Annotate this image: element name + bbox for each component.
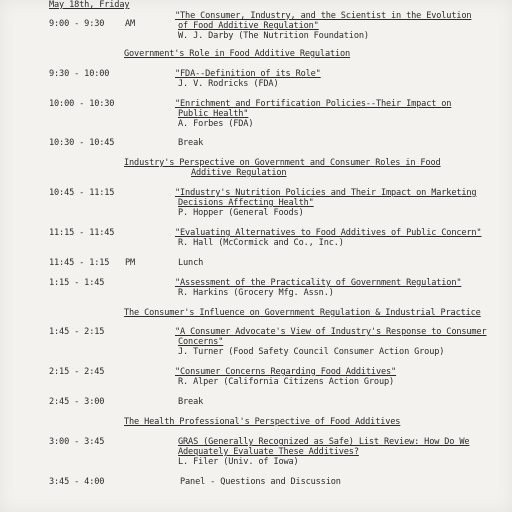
session-title: Break (178, 397, 204, 407)
section-heading: Industry's Perspective on Government and Consumer Roles in Food (124, 158, 441, 168)
section-heading: The Health Professional's Perspective of Food Additives (124, 417, 401, 427)
session-am-pm: PM (125, 258, 136, 268)
section-heading-cont: Additive Regulation (191, 168, 287, 178)
session-title: "Assessment of the Practicality of Government Regulation" (175, 278, 462, 288)
section-heading: Government's Role in Food Additive Regulation (124, 49, 351, 59)
session-speaker: L. Filer (Univ. of Iowa) (178, 457, 299, 467)
session-title-cont: Public Health" (178, 109, 249, 119)
session-title: "Evaluating Alternatives to Food Additives of Public Concern" (175, 228, 482, 238)
session-time: 3:45 - 4:00 (49, 477, 105, 487)
session-title: "A Consumer Advocate's View of Industry's Response to Consumer (175, 327, 487, 337)
session-title: "Enrichment and Fortification Policies--Their Impact on (175, 99, 452, 109)
session-title: Lunch (178, 258, 204, 268)
agenda-date: May 18th, Friday (49, 0, 130, 10)
session-time: 11:15 - 11:45 (49, 228, 115, 238)
session-time: 10:30 - 10:45 (49, 138, 115, 148)
session-speaker: R. Hall (McCormick and Co., Inc.) (178, 238, 344, 248)
session-am-pm: AM (125, 19, 136, 29)
session-time: 10:45 - 11:15 (49, 188, 115, 198)
session-speaker: W. J. Darby (The Nutrition Foundation) (178, 31, 369, 41)
session-speaker: P. Hopper (General Foods) (178, 208, 304, 218)
session-title: GRAS (Generally Recognized as Safe) List Review: How Do We (178, 437, 470, 447)
session-speaker: R. Harkins (Grocery Mfg. Assn.) (178, 288, 334, 298)
session-time: 10:00 - 10:30 (49, 99, 115, 109)
session-title: "Consumer Concerns Regarding Food Additives" (175, 367, 397, 377)
session-title: "The Consumer, Industry, and the Scientist in the Evolution (175, 11, 472, 21)
session-title: "Industry's Nutrition Policies and Their Impact on Marketing (175, 188, 477, 198)
session-title: "FDA--Definition of its Role" (175, 69, 321, 79)
session-time: 9:00 - 9:30 (49, 19, 105, 29)
session-time: 2:45 - 3:00 (49, 397, 105, 407)
session-speaker: A. Forbes (FDA) (178, 119, 254, 129)
session-title: Panel - Questions and Discussion (180, 477, 341, 487)
session-time: 11:45 - 1:15 (49, 258, 110, 268)
session-speaker: J. Turner (Food Safety Council Consumer Action Group) (178, 347, 445, 357)
session-time: 2:15 - 2:45 (49, 367, 105, 377)
session-time: 1:45 - 2:15 (49, 327, 105, 337)
session-title-cont: Concerns" (178, 337, 224, 347)
section-heading: The Consumer's Influence on Government Regulation & Industrial Practice (124, 308, 481, 318)
session-speaker: R. Alper (California Citizens Action Group) (178, 377, 395, 387)
session-title-cont: Adequately Evaluate These Additives? (178, 447, 359, 457)
session-title: Break (178, 138, 204, 148)
session-title-cont: Decisions Affecting Health" (178, 198, 314, 208)
session-speaker: J. V. Rodricks (FDA) (178, 79, 279, 89)
session-time: 1:15 - 1:45 (49, 278, 105, 288)
session-time: 9:30 - 10:00 (49, 69, 110, 79)
session-time: 3:00 - 3:45 (49, 437, 105, 447)
session-title-cont: of Food Additive Regulation" (178, 21, 319, 31)
